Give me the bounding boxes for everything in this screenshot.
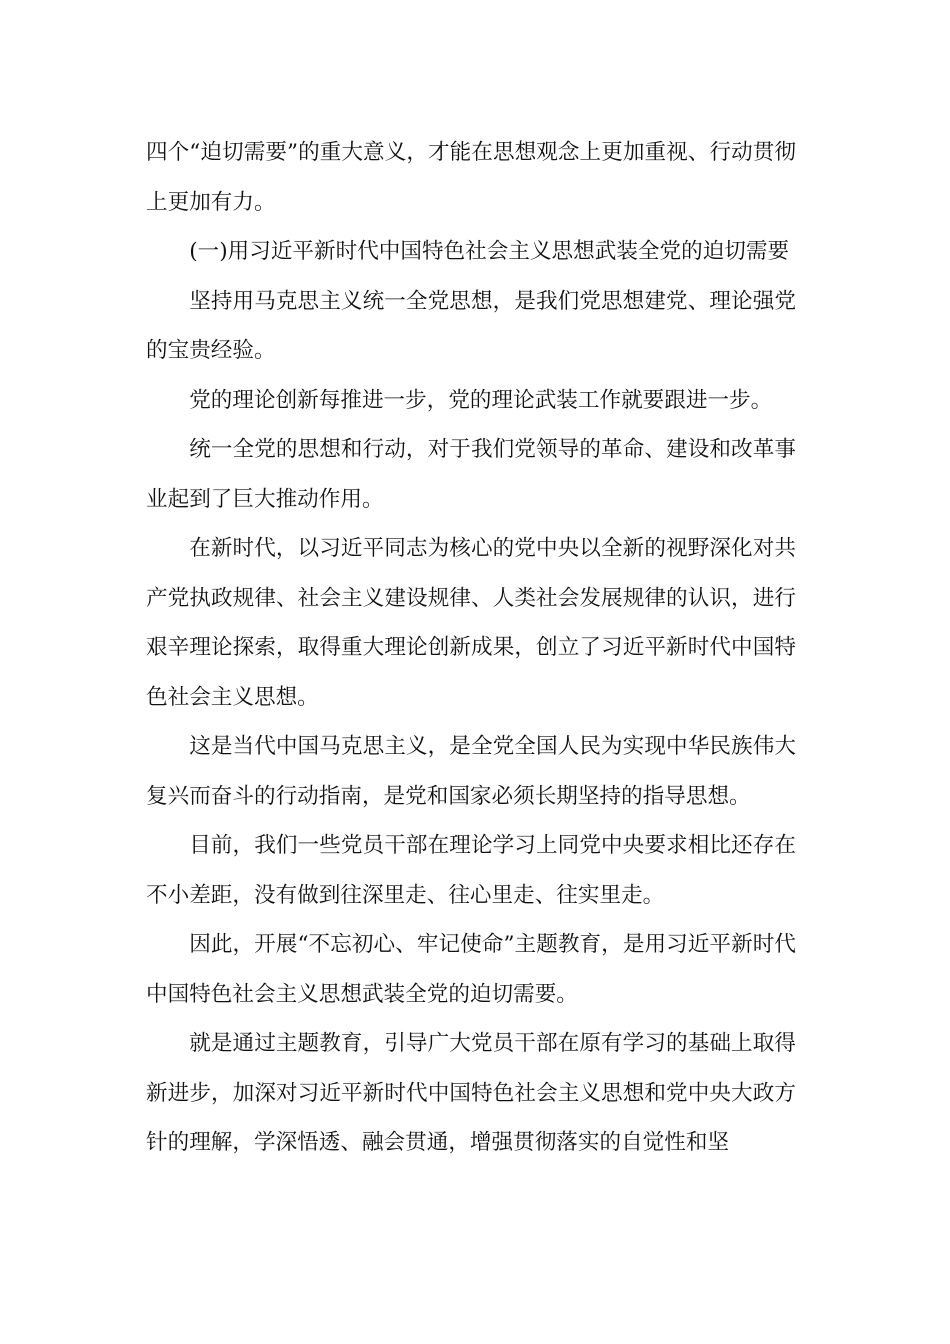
paragraph-5: 在新时代，以习近平同志为核心的党中央以全新的视野深化对共产党执政规律、社会主义建设规律、人类社会发展规律的认识，进行艰辛理论探索，取得重大理论创新成果，创立了习近平新时代中国特色社会主义思想。 xyxy=(146,536,796,710)
paragraph-3: 党的理论创新每推进一步，党的理论武装工作就要跟进一步。 xyxy=(189,387,773,413)
paragraph-7: 目前，我们一些党员干部在理论学习上同党中央要求相比还存在不小差距，没有做到往深里走、往心里走、往实里走。 xyxy=(146,833,796,908)
paragraph-9: 就是通过主题教育，引导广大党员干部在原有学习的基础上取得新进步，加深对习近平新时代中国特色社会主义思想和党中央大政方针的理解，学深悟透、融会贯通，增强贯彻落实的自觉性和坚 xyxy=(146,1031,796,1155)
paragraph-2: 坚持用马克思主义统一全党思想，是我们党思想建党、理论强党的宝贵经验。 xyxy=(146,288,796,363)
paragraph-6: 这是当代中国马克思主义，是全党全国人民为实现中华民族伟大复兴而奋斗的行动指南，是党和国家必须长期坚持的指导思想。 xyxy=(146,734,796,809)
section-heading: (一)用习近平新时代中国特色社会主义思想武装全党的迫切需要 xyxy=(189,239,790,264)
paragraph-8: 因此，开展“不忘初心、牢记使命”主题教育，是用习近平新时代中国特色社会主义思想武装全党的迫切需要。 xyxy=(146,932,796,1007)
document-body xyxy=(146,128,796,1168)
paragraph-1: 四个“迫切需要”的重大意义，才能在思想观念上更加重视、行动贯彻上更加有力。 xyxy=(146,140,796,215)
paragraph-4: 统一全党的思想和行动，对于我们党领导的革命、建设和改革事业起到了巨大推动作用。 xyxy=(146,437,796,512)
